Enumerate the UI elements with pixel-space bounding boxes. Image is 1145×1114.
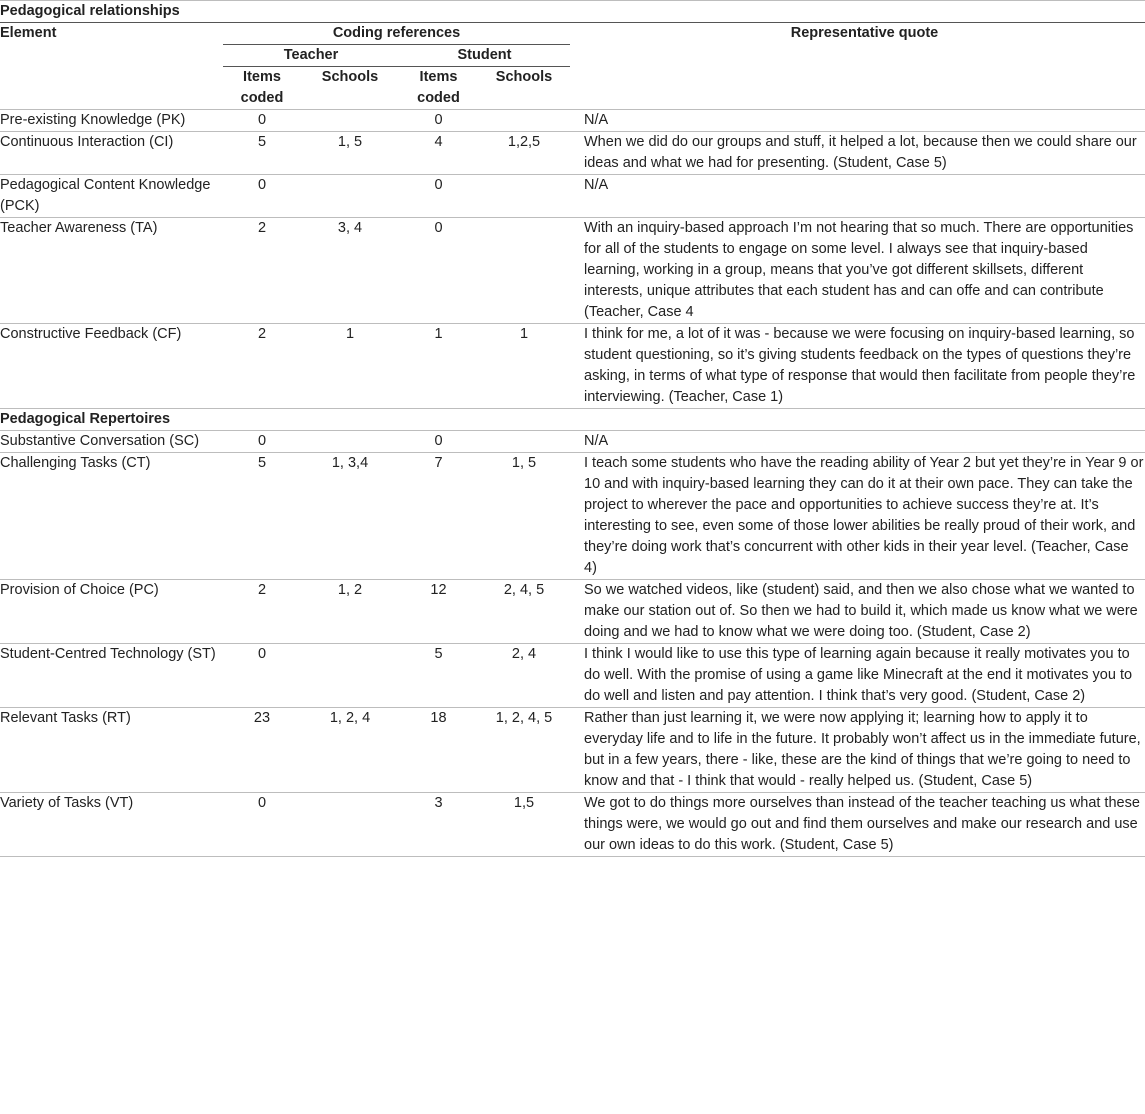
quote-cell: N/A — [584, 431, 1145, 453]
coding-references-header: Coding references — [223, 23, 570, 45]
header-gap — [570, 23, 584, 110]
quote-column-header: Representative quote — [790, 25, 939, 41]
gap-cell — [570, 644, 584, 708]
teacher-header: Teacher — [223, 45, 399, 67]
student-schools-cell — [478, 110, 570, 132]
element-column-header: Element — [0, 25, 57, 41]
teacher-schools-cell: 1, 2 — [301, 580, 399, 644]
student-items-cell: 0 — [399, 218, 478, 324]
teacher-schools-cell — [301, 644, 399, 708]
quote-cell: I think I would like to use this type of learning again because it really motivates you to do well. With the promise of using a game like Minecraft at the end it motivates you to do well and listen and pay attention. I think that’s very good. (Student, Case 2) — [584, 644, 1145, 708]
gap-cell — [570, 580, 584, 644]
teacher-items-cell: 5 — [223, 453, 301, 580]
student-items-cell: 0 — [399, 175, 478, 218]
table-row — [0, 324, 1145, 409]
teacher-schools-cell: 1, 3,4 — [301, 453, 399, 580]
teacher-items-cell: 5 — [223, 132, 301, 175]
teacher-schools-cell: 1, 5 — [301, 132, 399, 175]
student-schools-cell: 2, 4 — [478, 644, 570, 708]
table-row — [0, 132, 1145, 175]
gap-cell — [570, 431, 584, 453]
element-cell: Pre-existing Knowledge (PK) — [0, 110, 223, 132]
teacher-items-cell: 0 — [223, 644, 301, 708]
teacher-schools-cell — [301, 175, 399, 218]
table-row — [0, 644, 1145, 708]
student-schools-header: Schools — [495, 69, 553, 85]
element-cell: Student-Centred Technology (ST) — [0, 644, 223, 708]
teacher-items-cell: 2 — [223, 580, 301, 644]
teacher-schools-cell — [301, 793, 399, 857]
student-schools-cell: 1 — [478, 324, 570, 409]
student-schools-cell: 1, 5 — [478, 453, 570, 580]
element-cell: Relevant Tasks (RT) — [0, 708, 223, 793]
section-title: Pedagogical Repertoires — [0, 409, 1145, 431]
element-cell: Challenging Tasks (CT) — [0, 453, 223, 580]
gap-cell — [570, 132, 584, 175]
student-schools-cell — [478, 175, 570, 218]
student-schools-cell: 1, 2, 4, 5 — [478, 708, 570, 793]
table-row — [0, 175, 1145, 218]
element-cell: Variety of Tasks (VT) — [0, 793, 223, 857]
teacher-schools-cell — [301, 431, 399, 453]
gap-cell — [570, 453, 584, 580]
table-row — [0, 708, 1145, 793]
student-items-coded-header: Items coded — [417, 69, 460, 106]
teacher-schools-cell: 3, 4 — [301, 218, 399, 324]
gap-cell — [570, 110, 584, 132]
teacher-schools-cell: 1 — [301, 324, 399, 409]
element-cell: Continuous Interaction (CI) — [0, 132, 223, 175]
quote-cell: I teach some students who have the reading ability of Year 2 but yet they’re in Year 9 or 10 and with inquiry-based learning they can do it at their own pace. They can take the project to wherever the pace and opportunities to achieve success they’re at. It’s interesting to see, even some of those lower abilities be really proud of their work, and they’re doing work that’s concurrent with other kids in their year level. (Teacher, Case 4) — [584, 453, 1145, 580]
quote-cell: When we did do our groups and stuff, it helped a lot, because then we could share our ideas and what we had for presenting. (Student, Case 5) — [584, 132, 1145, 175]
student-items-cell: 5 — [399, 644, 478, 708]
teacher-items-coded-header: Items coded — [240, 69, 284, 106]
table-row — [0, 793, 1145, 857]
teacher-schools-header: Schools — [321, 69, 379, 85]
student-items-cell: 3 — [399, 793, 478, 857]
gap-cell — [570, 793, 584, 857]
gap-cell — [570, 218, 584, 324]
element-cell: Constructive Feedback (CF) — [0, 324, 223, 409]
student-items-cell: 18 — [399, 708, 478, 793]
student-schools-cell: 1,5 — [478, 793, 570, 857]
section-title: Pedagogical relationships — [0, 1, 1145, 23]
section-header-relationships — [0, 1, 1145, 23]
teacher-items-cell: 2 — [223, 218, 301, 324]
table-row — [0, 580, 1145, 644]
student-schools-cell — [478, 431, 570, 453]
student-items-cell: 4 — [399, 132, 478, 175]
quote-cell: N/A — [584, 110, 1145, 132]
table-row — [0, 218, 1145, 324]
gap-cell — [570, 324, 584, 409]
student-schools-cell — [478, 218, 570, 324]
student-items-cell: 0 — [399, 431, 478, 453]
student-items-cell: 0 — [399, 110, 478, 132]
element-cell: Provision of Choice (PC) — [0, 580, 223, 644]
teacher-items-cell: 0 — [223, 110, 301, 132]
student-items-cell: 12 — [399, 580, 478, 644]
teacher-schools-cell: 1, 2, 4 — [301, 708, 399, 793]
quote-cell: N/A — [584, 175, 1145, 218]
element-cell: Teacher Awareness (TA) — [0, 218, 223, 324]
section-header-repertoires — [0, 409, 1145, 431]
table-row — [0, 431, 1145, 453]
quote-cell: We got to do things more ourselves than instead of the teacher teaching us what these things were, we would go out and find them ourselves and make our research and use our own ideas to do this work. (Student, Case 5) — [584, 793, 1145, 857]
gap-cell — [570, 175, 584, 218]
table-row — [0, 110, 1145, 132]
teacher-items-cell: 23 — [223, 708, 301, 793]
element-cell: Substantive Conversation (SC) — [0, 431, 223, 453]
teacher-items-cell: 0 — [223, 431, 301, 453]
student-schools-cell: 1,2,5 — [478, 132, 570, 175]
student-header: Student — [399, 45, 570, 67]
teacher-items-cell: 0 — [223, 793, 301, 857]
quote-cell: So we watched videos, like (student) said, and then we also chose what we wanted to make our station out of. So then we had to build it, which made us know what we were doing and we had to know what we were doing too. (Student, Case 2) — [584, 580, 1145, 644]
student-schools-cell: 2, 4, 5 — [478, 580, 570, 644]
teacher-schools-cell — [301, 110, 399, 132]
teacher-items-cell: 0 — [223, 175, 301, 218]
quote-cell: With an inquiry-based approach I’m not hearing that so much. There are opportunities for all of the students to engage on some level. I always see that inquiry-based learning, working in a group, means that you’ve got different skillsets, different interests, unique attributes that each student has and can offe and can contribute (Teacher, Case 4 — [584, 218, 1145, 324]
student-items-cell: 1 — [399, 324, 478, 409]
quote-cell: I think for me, a lot of it was - because we were focusing on inquiry-based learning, so student questioning, so it’s giving students feedback on the types of questions they’re asking, in terms of what type of response that would then facilitate from people they’re interviewing. (Teacher, Case 1) — [584, 324, 1145, 409]
gap-cell — [570, 708, 584, 793]
table-row — [0, 453, 1145, 580]
student-items-cell: 7 — [399, 453, 478, 580]
teacher-items-cell: 2 — [223, 324, 301, 409]
element-cell: Pedagogical Content Knowledge (PCK) — [0, 175, 223, 218]
quote-cell: Rather than just learning it, we were now applying it; learning how to apply it to everyday life and to life in the future. It probably won’t affect us in the immediate future, but in a few years, there - like, these are the kind of things that we’re going to need to know and that - I think that would - really helped us. (Student, Case 5) — [584, 708, 1145, 793]
